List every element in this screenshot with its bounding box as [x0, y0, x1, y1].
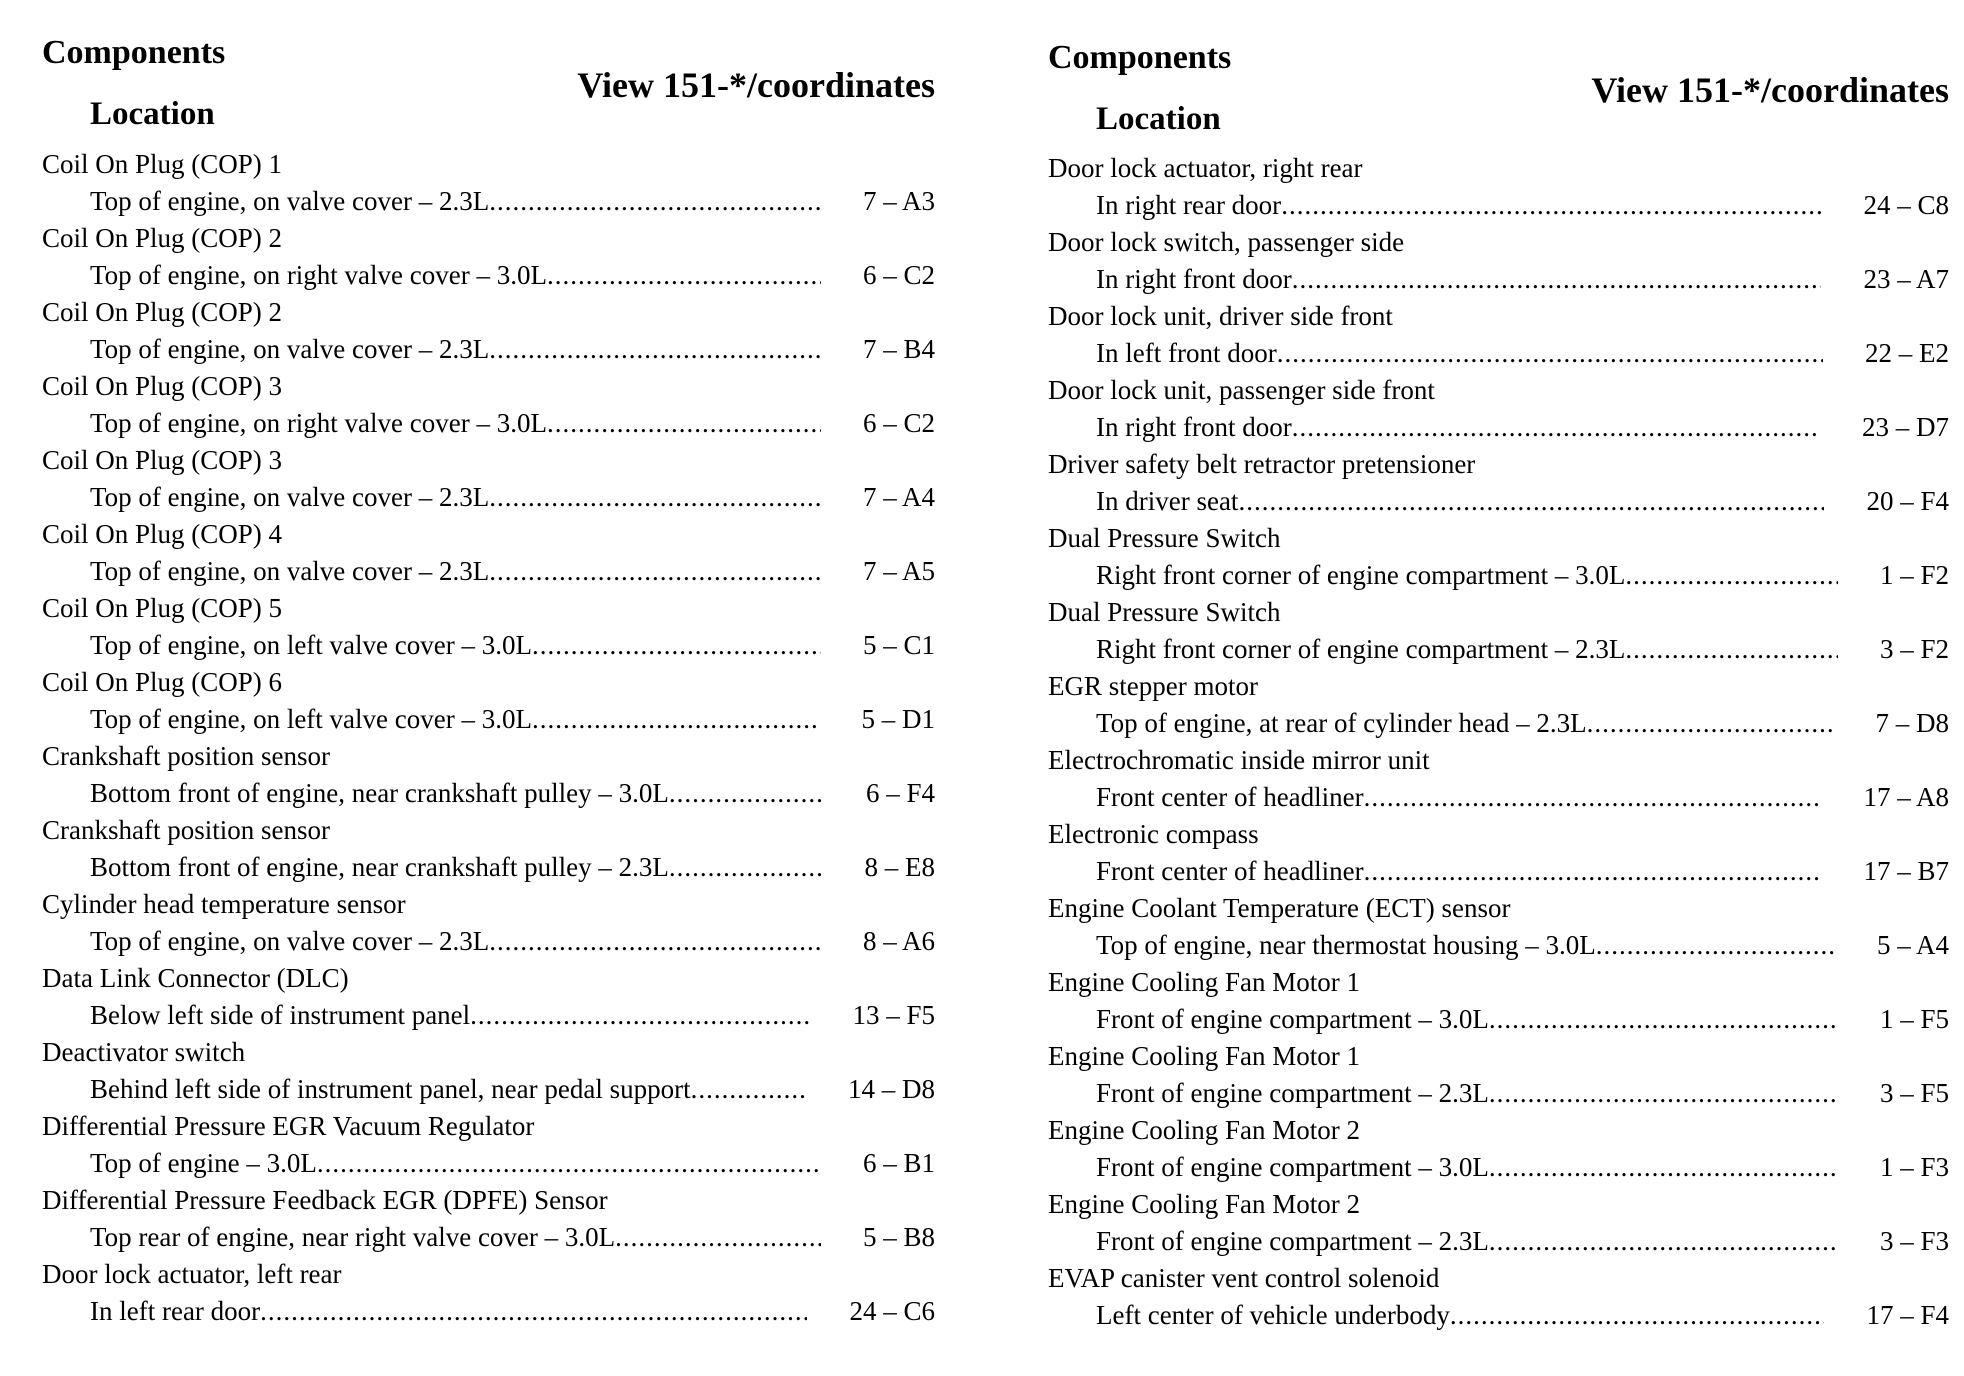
dot-leader	[1364, 779, 1822, 816]
view-coordinate: 6 – C2	[862, 408, 935, 438]
component-location: In left rear door	[90, 1296, 261, 1326]
component-entry	[42, 146, 935, 220]
component-location-row	[1048, 1223, 1949, 1260]
component-name: Door lock actuator, right rear	[1048, 153, 1363, 183]
view-coordinate: 6 – C2	[862, 260, 935, 290]
component-location: Right front corner of engine compartment – 3.0L	[1096, 560, 1626, 590]
component-location: Top of engine, on right valve cover – 3.0L	[90, 260, 547, 290]
component-entry	[42, 1108, 935, 1182]
view-coordinate: 13 – F5	[852, 1000, 935, 1030]
components-heading: Components	[42, 34, 226, 71]
component-entry	[1048, 372, 1949, 446]
component-location-row	[42, 1071, 935, 1108]
component-name: Coil On Plug (COP) 3	[42, 445, 283, 475]
component-location: Front of engine compartment – 3.0L	[1096, 1004, 1489, 1034]
dot-leader	[547, 257, 821, 294]
component-name: Differential Pressure Feedback EGR (DPFE) Sensor	[42, 1185, 608, 1215]
view-coordinate: 20 – F4	[1866, 486, 1949, 516]
view-coordinate: 5 – D1	[861, 704, 935, 734]
component-location: Top of engine, on valve cover – 2.3L	[90, 482, 490, 512]
view-coordinates-heading: View 151-*/coordinates	[577, 65, 935, 105]
dot-leader	[1281, 187, 1821, 224]
component-entry	[1048, 1186, 1949, 1260]
component-name: Door lock unit, driver side front	[1048, 301, 1393, 331]
component-location-row	[42, 701, 935, 738]
dot-leader	[1596, 927, 1835, 964]
column-right	[1048, 0, 1949, 1376]
dot-leader	[1625, 631, 1838, 668]
component-name: Crankshaft position sensor	[42, 815, 330, 845]
component-location: Top of engine, on left valve cover – 3.0L	[90, 704, 532, 734]
dot-leader	[1292, 409, 1820, 446]
component-name: Coil On Plug (COP) 5	[42, 593, 283, 623]
component-entry	[1048, 890, 1949, 964]
component-entry	[1048, 742, 1949, 816]
component-name: Door lock unit, passenger side front	[1048, 375, 1435, 405]
component-list-right	[1048, 150, 1949, 1334]
components-heading: Components	[1048, 39, 1232, 76]
component-name: Electronic compass	[1048, 819, 1259, 849]
component-name: Dual Pressure Switch	[1048, 597, 1281, 627]
component-name: Differential Pressure EGR Vacuum Regulator	[42, 1111, 535, 1141]
component-name: Electrochromatic inside mirror unit	[1048, 745, 1430, 775]
component-location: Front of engine compartment – 3.0L	[1096, 1152, 1489, 1182]
component-name: Coil On Plug (COP) 4	[42, 519, 283, 549]
dot-leader	[669, 775, 824, 812]
view-coordinate: 24 – C8	[1863, 190, 1949, 220]
component-location: Top of engine, on left valve cover – 3.0L	[90, 630, 532, 660]
component-location: Top of engine, on valve cover – 2.3L	[90, 926, 490, 956]
component-location-row	[1048, 335, 1949, 372]
dot-leader	[489, 923, 821, 960]
component-location-row	[42, 627, 935, 664]
component-location-row	[1048, 557, 1949, 594]
component-location-row	[1048, 853, 1949, 890]
view-coordinate: 5 – C1	[862, 630, 935, 660]
dot-leader	[260, 1293, 807, 1330]
component-entry	[1048, 446, 1949, 520]
dot-leader	[489, 479, 821, 516]
component-location: Below left side of instrument panel	[90, 1000, 471, 1030]
view-coordinate: 23 – A7	[1863, 264, 1949, 294]
location-heading: Location	[1096, 101, 1221, 137]
component-location: In left front door	[1096, 338, 1277, 368]
component-location: Front center of headliner	[1096, 782, 1364, 812]
component-entry	[42, 442, 935, 516]
component-entry	[1048, 224, 1949, 298]
view-coordinate: 8 – E8	[864, 852, 935, 882]
component-location-row	[42, 331, 935, 368]
dot-leader	[1489, 1149, 1838, 1186]
view-coordinate: 6 – F4	[865, 778, 935, 808]
dot-leader	[1625, 557, 1838, 594]
component-location-row	[42, 1293, 935, 1330]
dot-leader	[1587, 705, 1834, 742]
component-entry	[42, 1182, 935, 1256]
component-entry	[42, 812, 935, 886]
component-location: Top of engine, near thermostat housing – 3.0L	[1096, 930, 1596, 960]
component-name: Driver safety belt retractor pretensioner	[1048, 449, 1476, 479]
dot-leader	[669, 849, 823, 886]
component-entry	[42, 1256, 935, 1330]
component-entry	[42, 368, 935, 442]
component-location: In right front door	[1096, 412, 1292, 442]
dot-leader	[1489, 1001, 1838, 1038]
component-entry	[1048, 964, 1949, 1038]
component-location: Top of engine, on right valve cover – 3.0L	[90, 408, 547, 438]
component-name: Engine Cooling Fan Motor 2	[1048, 1115, 1360, 1145]
dot-leader	[547, 405, 821, 442]
component-name: Coil On Plug (COP) 2	[42, 297, 283, 327]
component-name: Crankshaft position sensor	[42, 741, 330, 771]
component-location-row	[1048, 1075, 1949, 1112]
view-coordinate: 7 – D8	[1875, 708, 1949, 738]
view-coordinates-heading: View 151-*/coordinates	[1591, 70, 1949, 110]
view-coordinate: 24 – C6	[849, 1296, 935, 1326]
component-entry	[1048, 150, 1949, 224]
view-coordinate: 5 – A4	[1876, 930, 1949, 960]
view-coordinate: 5 – B8	[862, 1222, 935, 1252]
column-left	[42, 0, 935, 1376]
component-list-left	[42, 146, 935, 1330]
view-coordinate: 3 – F3	[1879, 1226, 1949, 1256]
dot-leader	[317, 1145, 821, 1182]
component-location-row	[1048, 927, 1949, 964]
component-name: Coil On Plug (COP) 6	[42, 667, 283, 697]
dot-leader	[1292, 261, 1822, 298]
component-entry	[42, 664, 935, 738]
component-name: Engine Cooling Fan Motor 1	[1048, 1041, 1360, 1071]
component-location-row	[42, 849, 935, 886]
dot-leader	[1238, 483, 1824, 520]
component-name: Door lock actuator, left rear	[42, 1259, 342, 1289]
view-coordinate: 3 – F2	[1879, 634, 1949, 664]
view-coordinate: 1 – F2	[1879, 560, 1949, 590]
component-entry	[1048, 668, 1949, 742]
component-name: Data Link Connector (DLC)	[42, 963, 349, 993]
view-coordinate: 17 – F4	[1866, 1300, 1949, 1330]
component-entry	[1048, 1038, 1949, 1112]
component-location-row	[1048, 779, 1949, 816]
dot-leader	[615, 1219, 821, 1256]
component-location: In driver seat	[1096, 486, 1239, 516]
view-coordinate: 1 – F5	[1879, 1004, 1949, 1034]
view-coordinate: 7 – A5	[862, 556, 935, 586]
component-entry	[42, 220, 935, 294]
component-location: Front of engine compartment – 2.3L	[1096, 1226, 1489, 1256]
dot-leader	[1364, 853, 1822, 890]
dot-leader	[489, 183, 821, 220]
component-name: Engine Coolant Temperature (ECT) sensor	[1048, 893, 1511, 923]
view-coordinate: 8 – A6	[862, 926, 935, 956]
component-location-row	[42, 183, 935, 220]
component-location-row	[1048, 631, 1949, 668]
dot-leader	[691, 1071, 806, 1108]
component-name: Deactivator switch	[42, 1037, 246, 1067]
dot-leader	[1489, 1075, 1838, 1112]
component-location-row	[1048, 1149, 1949, 1186]
view-coordinate: 17 – A8	[1863, 782, 1949, 812]
component-name: Cylinder head temperature sensor	[42, 889, 406, 919]
component-entry	[1048, 1112, 1949, 1186]
view-coordinate: 7 – A4	[862, 482, 935, 512]
component-location-row	[1048, 1297, 1949, 1334]
component-entry	[42, 886, 935, 960]
component-location-row	[42, 553, 935, 590]
component-location-row	[1048, 409, 1949, 446]
component-location: Top of engine, at rear of cylinder head – 2.3L	[1096, 708, 1587, 738]
component-location: Top of engine – 3.0L	[90, 1148, 317, 1178]
dot-leader	[1277, 335, 1823, 372]
component-entry	[1048, 520, 1949, 594]
dot-leader	[1489, 1223, 1838, 1260]
component-location-row	[1048, 705, 1949, 742]
view-coordinate: 14 – D8	[848, 1074, 935, 1104]
component-entry	[42, 738, 935, 812]
component-location: Bottom front of engine, near crankshaft pulley – 3.0L	[90, 778, 669, 808]
dot-leader	[470, 997, 810, 1034]
component-location: Bottom front of engine, near crankshaft pulley – 2.3L	[90, 852, 669, 882]
component-location: In right rear door	[1096, 190, 1282, 220]
component-name: Engine Cooling Fan Motor 2	[1048, 1189, 1360, 1219]
dot-leader	[532, 627, 821, 664]
component-location: Front of engine compartment – 2.3L	[1096, 1078, 1489, 1108]
component-name: Door lock switch, passenger side	[1048, 227, 1405, 257]
component-location-row	[1048, 1001, 1949, 1038]
view-coordinate: 7 – A3	[862, 186, 935, 216]
component-location-row	[42, 923, 935, 960]
component-location: Top of engine, on valve cover – 2.3L	[90, 186, 490, 216]
component-location-row	[42, 479, 935, 516]
component-location: Right front corner of engine compartment – 2.3L	[1096, 634, 1626, 664]
dot-leader	[532, 701, 820, 738]
dot-leader	[1450, 1297, 1825, 1334]
component-name: Coil On Plug (COP) 1	[42, 149, 283, 179]
component-entry	[42, 960, 935, 1034]
component-entry	[1048, 1260, 1949, 1334]
component-name: Engine Cooling Fan Motor 1	[1048, 967, 1360, 997]
component-entry	[1048, 298, 1949, 372]
component-location-row	[1048, 261, 1949, 298]
component-location-row	[1048, 483, 1949, 520]
component-location: Left center of vehicle underbody	[1096, 1300, 1450, 1330]
view-coordinate: 23 – D7	[1862, 412, 1949, 442]
component-entry	[1048, 816, 1949, 890]
component-location-row	[42, 775, 935, 812]
component-location: Top of engine, on valve cover – 2.3L	[90, 556, 490, 586]
component-entry	[42, 1034, 935, 1108]
component-location: Top rear of engine, near right valve cover – 3.0L	[90, 1222, 616, 1252]
view-coordinate: 17 – B7	[1863, 856, 1949, 886]
component-location: Behind left side of instrument panel, near pedal support	[90, 1074, 691, 1104]
view-coordinate: 1 – F3	[1879, 1152, 1949, 1182]
component-location-row	[1048, 187, 1949, 224]
component-location-row	[42, 405, 935, 442]
component-location: Front center of headliner	[1096, 856, 1364, 886]
component-name: Dual Pressure Switch	[1048, 523, 1281, 553]
component-location-row	[42, 997, 935, 1034]
component-location: Top of engine, on valve cover – 2.3L	[90, 334, 490, 364]
dot-leader	[489, 331, 821, 368]
view-coordinate: 22 – E2	[1865, 338, 1949, 368]
component-location-row	[42, 1219, 935, 1256]
view-coordinate: 7 – B4	[862, 334, 935, 364]
view-coordinate: 3 – F5	[1879, 1078, 1949, 1108]
component-name: EGR stepper motor	[1048, 671, 1258, 701]
component-entry	[42, 590, 935, 664]
component-entry	[1048, 594, 1949, 668]
component-name: Coil On Plug (COP) 3	[42, 371, 283, 401]
component-name: Coil On Plug (COP) 2	[42, 223, 283, 253]
component-location-row	[42, 257, 935, 294]
component-location-row	[42, 1145, 935, 1182]
component-location: In right front door	[1096, 264, 1292, 294]
location-heading: Location	[90, 96, 215, 132]
view-coordinate: 6 – B1	[862, 1148, 935, 1178]
component-name: EVAP canister vent control solenoid	[1048, 1263, 1440, 1293]
dot-leader	[489, 553, 821, 590]
component-entry	[42, 294, 935, 368]
component-entry	[42, 516, 935, 590]
